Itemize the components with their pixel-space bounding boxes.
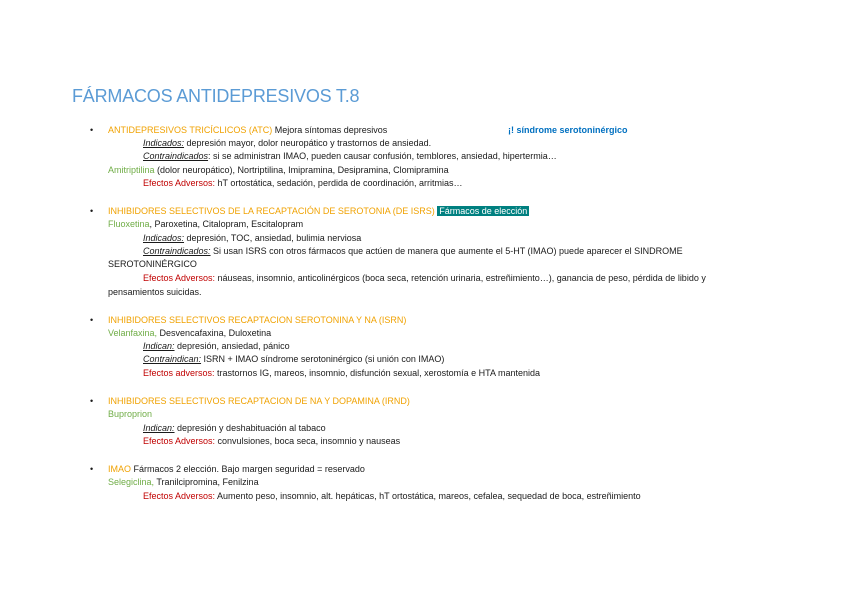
imao-heading-rest: Fármacos 2 elección. Bajo margen seguridad = reservado: [131, 464, 365, 474]
atc-ind-label: Indicados:: [143, 138, 185, 148]
bullet-imao: •: [90, 464, 94, 474]
isrn-ae-text: trastornos IG, mareos, insomnio, disfunción sexual, xerostomía e HTA mantenida: [214, 368, 541, 378]
isrn-contra-line: [143, 354, 444, 365]
isrs-ind-text: depresión, TOC, ansiedad, bulimia nerviosa: [184, 233, 362, 243]
imao-ae-label: Efectos Adversos:: [143, 491, 216, 501]
imao-drug-selegiclina: Selegiclina,: [108, 477, 155, 487]
isrs-contra-line2: SEROTONINÉRGICO: [108, 259, 197, 269]
isrs-drugs-rest: , Paroxetina, Citalopram, Escitalopram: [149, 219, 304, 229]
isrs-drug-fluoxetina: Fluoxetina: [108, 219, 150, 229]
atc-drug-amitriptilina: Amitriptilina: [108, 165, 155, 175]
imao-drugs-rest: Tranilcipromina, Fenilzina: [154, 477, 259, 487]
isrs-ae-line: [143, 273, 706, 284]
irnd-drug-buproprion: Buproprion: [108, 409, 153, 419]
isrn-heading: INHIBIDORES SELECTIVOS RECAPTACION SEROTONINA Y NA (ISRN): [108, 315, 407, 325]
atc-ind-text: depresión mayor, dolor neuropático y trastornos de ansiedad.: [184, 138, 432, 148]
bullet-isrn: •: [90, 315, 94, 325]
bullet-irnd: •: [90, 396, 94, 406]
atc-contra-text: : si se administran IMAO, pueden causar confusión, temblores, ansiedad, hipertermia…: [208, 151, 557, 161]
bullet-isrs: •: [90, 206, 94, 216]
irnd-ae-line: [143, 436, 400, 447]
isrn-drug-velanfaxina: Velanfaxina,: [108, 328, 158, 338]
irnd-ind-label: Indican:: [143, 423, 175, 433]
isrs-contra-line: [143, 246, 683, 257]
isrs-ae-label: Efectos Adversos:: [143, 273, 216, 283]
irnd-ae-text: convulsiones, boca seca, insomnio y nauseas: [215, 436, 401, 446]
isrn-ae-label: Efectos adversos:: [143, 368, 215, 378]
atc-drugs-line: [108, 165, 449, 176]
isrn-drugs-rest: Desvencafaxina, Duloxetina: [157, 328, 272, 338]
atc-ae-label: Efectos Adversos:: [143, 178, 216, 188]
atc-ae-line: [143, 178, 463, 189]
isrn-contra-text: ISRN + IMAO síndrome serotoninérgico (si unión con IMAO): [201, 354, 445, 364]
isrn-ind-line: [143, 341, 290, 352]
atc-heading-rest: Mejora síntomas depresivos: [272, 125, 388, 135]
atc-warning: ¡! síndrome serotoninérgico: [508, 125, 628, 135]
isrn-ind-text: depresión, ansiedad, pánico: [174, 341, 290, 351]
isrn-ae-line: [143, 368, 540, 379]
atc-ae-text: hT ortostática, sedación, perdida de coordinación, arritmias…: [215, 178, 463, 188]
isrs-drugs-line: [108, 219, 303, 230]
irnd-ind-line: [143, 423, 326, 434]
atc-heading-line: [108, 125, 387, 136]
isrs-heading: INHIBIDORES SELECTIVOS DE LA RECAPTACIÓN DE SEROTONIA (DE ISRS): [108, 206, 435, 216]
isrs-heading-line: [108, 206, 529, 217]
imao-drugs-line: [108, 477, 259, 488]
isrs-ind-line: [143, 233, 361, 244]
isrn-contra-label: Contraindican:: [143, 354, 202, 364]
isrn-drugs-line: [108, 328, 271, 339]
isrs-contra-label: Contraindicados:: [143, 246, 211, 256]
imao-ae-line: [143, 491, 641, 502]
isrn-ind-label: Indican:: [143, 341, 175, 351]
imao-heading-line: [108, 464, 365, 475]
isrs-ind-label: Indicados:: [143, 233, 185, 243]
atc-heading: ANTIDEPRESIVOS TRICÍCLICOS (ATC): [108, 125, 273, 135]
atc-contra-label: Contraindicados: [143, 151, 209, 161]
irnd-heading: INHIBIDORES SELECTIVOS RECAPTACION DE NA Y DOPAMINA (IRND): [108, 396, 410, 406]
isrs-ae-line2: pensamientos suicidas.: [108, 287, 202, 297]
imao-ae-text: Aumento peso, insomnio, alt. hepáticas, hT ortostática, mareos, cefalea, sequedad de boca, estreñimiento: [215, 491, 641, 501]
atc-drugs-rest: (dolor neuropático), Nortriptilina, Imipramina, Desipramina, Clomipramina: [154, 165, 449, 175]
isrs-ae-text: náuseas, insomnio, anticolinérgicos (boca seca, retención urinaria, estreñimiento…), ganancia de peso, pérdida de libido y: [215, 273, 706, 283]
atc-contra-line: [143, 151, 557, 162]
irnd-ae-label: Efectos Adversos:: [143, 436, 216, 446]
irnd-ind-text: depresión y deshabituación al tabaco: [174, 423, 326, 433]
isrs-contra-text: Si usan ISRS con otros fármacos que actúen de manera que aumente el 5-HT (IMAO) puede aparecer el SINDROME: [210, 246, 683, 256]
isrs-highlight: Fármacos de elección: [439, 206, 528, 216]
imao-heading: IMAO: [108, 464, 132, 474]
bullet-atc: •: [90, 125, 94, 135]
page-title: FÁRMACOS ANTIDEPRESIVOS T.8: [72, 86, 360, 106]
atc-indicados-line: [143, 138, 431, 149]
